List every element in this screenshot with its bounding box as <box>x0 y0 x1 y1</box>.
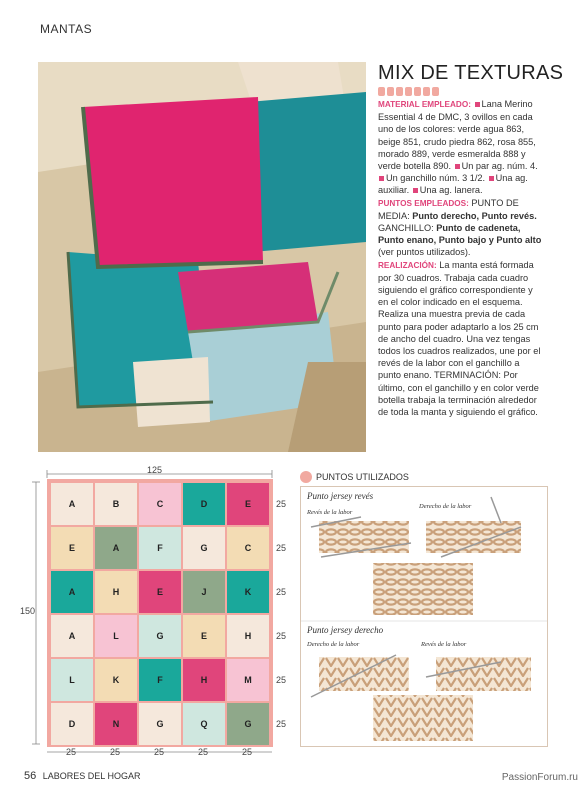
grid-square: A <box>51 483 93 525</box>
assembly-diagram <box>20 462 300 762</box>
grid-square: M <box>227 659 269 701</box>
grid-square: C <box>139 483 181 525</box>
grid-square: G <box>183 527 225 569</box>
watermark: PassionForum.ru <box>501 772 578 783</box>
row-dimension-label: 25 <box>276 719 287 729</box>
grid-square: D <box>183 483 225 525</box>
grid-square: F <box>139 527 181 569</box>
page-number: 56 <box>24 770 37 782</box>
grid-square: G <box>139 703 181 745</box>
material-paragraph <box>378 98 543 197</box>
puntos-heading-text: PUNTOS UTILIZADOS <box>316 472 409 482</box>
item-2: Un ganchillo núm. 3 1/2. <box>386 173 486 184</box>
item-4: Una ag. lanera. <box>419 185 483 196</box>
realizacion-text: La manta está formada por 30 cuadros. Trabaja cada cuadro siguiendo el gráfico correspondiente y en el color indicado en el esquema. Realiza una muestra previa de cada punto para poder adaptarlo a los 25 cm de ancho del cuadro. Una vez tengas todos los cuadros realizados, une por el revés de la labor con el ganchillo a punto enano. TERMINACIÓN: Por último, con el ganchillo y en color verde botella trabaja la terminación alrededor de toda la manta y siguiendo el gráfico. <box>378 259 541 418</box>
row-dimension-label: 25 <box>276 499 287 509</box>
grid-square: B <box>95 483 137 525</box>
puntos-b: Punto derecho, Punto revés. <box>412 210 537 221</box>
article-title: MIX DE TEXTURAS <box>378 62 564 84</box>
puntos-a: PUNTO DE MEDIA: <box>378 197 519 221</box>
grid-square: H <box>227 615 269 657</box>
grid-square: A <box>95 527 137 569</box>
section-heading: MANTAS <box>40 22 93 36</box>
article-body <box>378 98 543 418</box>
realizacion-paragraph <box>378 259 543 419</box>
column-dimension-label: 25 <box>198 747 209 757</box>
stitch-title-derecho: Punto jersey derecho <box>307 625 384 635</box>
label-derecho-1: Derecho de la labor <box>419 503 472 510</box>
puntos-c: GANCHILLO: <box>378 223 434 234</box>
grid-square: L <box>51 659 93 701</box>
material-key: MATERIAL EMPLEADO: <box>378 100 471 109</box>
page-footer <box>24 770 140 782</box>
label-derecho-2: Derecho de la labor <box>307 641 360 648</box>
grid-square: D <box>51 703 93 745</box>
height-label: 150 <box>20 606 36 616</box>
grid-square: K <box>227 571 269 613</box>
label-reves-1: Revés de la labor <box>307 509 353 516</box>
puntos-key: PUNTOS EMPLEADOS: <box>378 198 469 208</box>
material-text: Lana Merino Essential 4 de DMC, 3 ovillos en cada uno de los colores: verde agua 863, beige 851, crudo piedra 862, rosa 855, morado 889, verde esmeralda 888 y verde botella 890. <box>378 99 536 172</box>
column-dimension-label: 25 <box>110 747 121 757</box>
grid-square: L <box>95 615 137 657</box>
grid-square: G <box>227 703 269 745</box>
item-1: Un par ag. núm. 4. <box>461 161 538 172</box>
stitch-guide <box>300 486 548 747</box>
blanket-illustration <box>38 62 366 452</box>
magazine-name: LABORES DEL HOGAR <box>42 771 141 781</box>
grid-square: Q <box>183 703 225 745</box>
puntos-d: Punto de cadeneta, Punto enano, Punto bajo y Punto alto <box>378 223 542 246</box>
grid-square: E <box>51 527 93 569</box>
item-3: Una ag. auxiliar. <box>378 173 528 196</box>
row-dimension-label: 25 <box>276 543 287 553</box>
column-dimension-label: 25 <box>154 747 165 757</box>
stitch-title-reves: Punto jersey revés <box>307 491 374 501</box>
row-dimension-label: 25 <box>276 587 287 597</box>
title-decoration <box>378 87 439 96</box>
row-dimension-label: 25 <box>276 631 287 641</box>
grid-square: G <box>139 615 181 657</box>
label-reves-2: Revés de la labor <box>421 641 467 648</box>
grid-square: E <box>183 615 225 657</box>
width-label: 125 <box>147 465 163 475</box>
grid-square: E <box>139 571 181 613</box>
grid-square: E <box>227 483 269 525</box>
puntos-paragraph <box>378 197 543 259</box>
yarn-icon <box>300 471 312 483</box>
grid-square: J <box>183 571 225 613</box>
puntos-heading <box>300 471 409 483</box>
grid-square: H <box>95 571 137 613</box>
column-dimension-label: 25 <box>66 747 77 757</box>
stitch-illustrations <box>301 487 547 746</box>
column-dimension-label: 25 <box>242 747 253 757</box>
realizacion-key: REALIZACIÓN: <box>378 260 437 270</box>
row-dimension-label: 25 <box>276 675 287 685</box>
grid-square: C <box>227 527 269 569</box>
grid-square: F <box>139 659 181 701</box>
blanket-photo <box>38 62 366 452</box>
grid-square: K <box>95 659 137 701</box>
grid-square: H <box>183 659 225 701</box>
grid-square: N <box>95 703 137 745</box>
puntos-e: (ver puntos utilizados). <box>378 247 471 258</box>
grid-square: A <box>51 615 93 657</box>
grid-square: A <box>51 571 93 613</box>
